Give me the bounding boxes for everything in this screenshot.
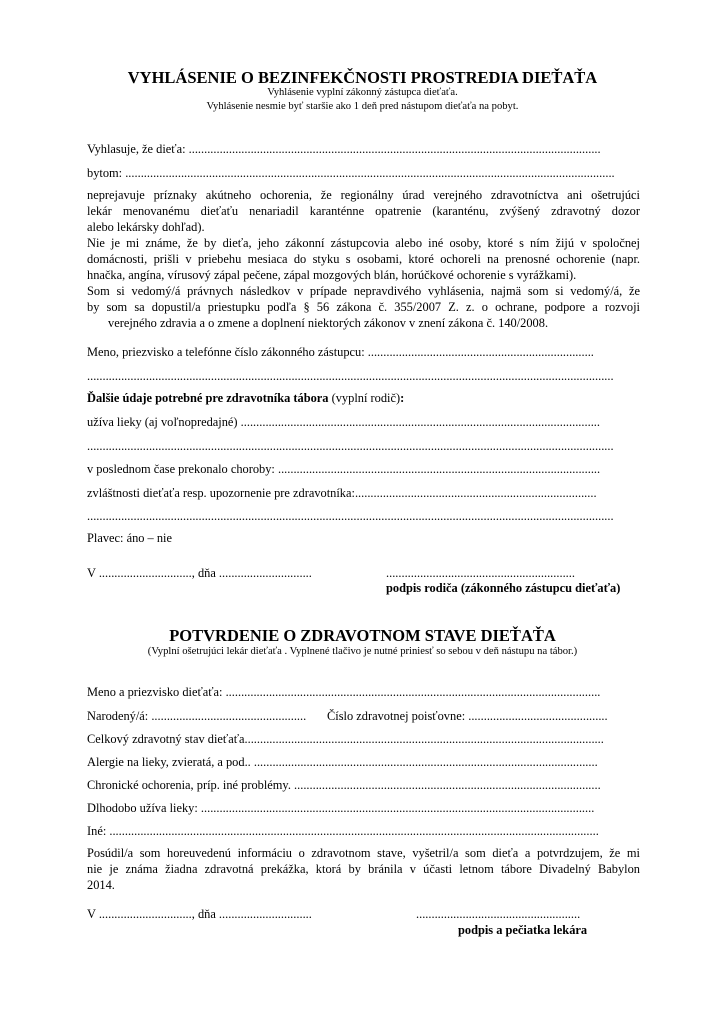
parent-signature-line[interactable]: ............................................................. <box>386 566 575 580</box>
extra-info-heading <box>87 391 640 405</box>
extra-info-heading-colon: : <box>400 391 405 405</box>
recent-illness-field[interactable]: v poslednom čase prekonalo choroby: ........................................................................................................ <box>87 462 601 476</box>
child-fullname-field[interactable]: Meno a priezvisko dieťaťa: ......................................................................................................................... <box>87 685 601 699</box>
extra-info-heading-note: (vyplní rodič) <box>328 391 401 405</box>
declaration-paragraph-line: by som sa dopustil/a priestupku podľa § 56 zákona č. 355/2007 Z. z. o ochrane, podpore a rozvoji <box>87 300 640 314</box>
declaration-subtitle-2: Vyhlásenie nesmie byť staršie ako 1 deň pred nástupom dieťaťa na pobyt. <box>206 101 519 112</box>
medication-continuation[interactable]: .......................................................................................................................................................................... <box>87 439 614 453</box>
declaration-subtitle-1: Vyhlásenie vyplní zákonný zástupca dieťaťa. <box>267 87 458 98</box>
swimmer-choice[interactable]: Plavec: áno – nie <box>87 531 172 545</box>
birth-date-input[interactable]: Narodený/á: .................................................. <box>87 709 307 723</box>
doctor-confirmation-line: nie je známa žiadna zdravotná prekážka, ktorá by bránila v účasti letnom tábore Divadelný Babylon <box>87 862 640 876</box>
declaration-paragraph-line: Som si vedomý/á právnych následkov v prípade nepravdivého vyhlásenia, najmä som si vedomý/á, že <box>87 284 640 298</box>
insurance-number-field[interactable]: Číslo zdravotnej poisťovne: ............................................. <box>327 709 608 723</box>
health-certificate-title: POTVRDENIE O ZDRAVOTNOM STAVE DIEŤAŤA <box>169 626 556 645</box>
declaration-paragraph-line: alebo lekársky dohľad). <box>87 220 205 234</box>
doctor-confirmation-line: 2014. <box>87 878 115 892</box>
declaration-paragraph-line: Nie je mi známe, že by dieťa, jeho zákonní zástupcovia alebo iné osoby, ktoré s ním žijú v spoločnej <box>87 236 640 250</box>
declaration-paragraph-line: hnačka, angína, vírusový zápal pečene, zápal mozgových blán, horúčkové ochorenie s vyrážkami). <box>87 268 577 282</box>
extra-info-heading-bold: Ďalšie údaje potrebné pre zdravotníka tábora <box>87 391 329 405</box>
declaration-paragraph-line: verejného zdravia a o zmene a doplnení niektorých zákonov v znení zákona č. 140/2008. <box>108 316 549 330</box>
long-term-medication-field[interactable]: Dlhodobo užíva lieky: ............................................................................................................................... <box>87 801 595 815</box>
birth-date-field <box>87 709 640 723</box>
chronic-illness-field[interactable]: Chronické ochorenia, príp. iné problémy. ................................................................................................... <box>87 778 601 792</box>
child-name-field[interactable]: Vyhlasuje, že dieťa: ..................................................................................................................................... <box>87 142 601 156</box>
special-notes-continuation[interactable]: .......................................................................................................................................................................... <box>87 509 614 523</box>
doctor-signature-label: podpis a pečiatka lekára <box>458 923 588 937</box>
declaration-paragraph-line: domácnosti, prišli v priebehu mesiaca do styku s osobami, ktoré ochoreli na prenosné ochorenie (napr. <box>87 252 640 266</box>
parent-place-date-field[interactable]: V .............................., dňa .............................. <box>87 566 312 580</box>
overall-health-field[interactable]: Celkový zdravotný stav dieťaťa.................................................................................................................... <box>87 732 604 746</box>
medication-field[interactable]: užíva lieky (aj voľnopredajné) .................................................................................................................... <box>87 415 600 429</box>
guardian-contact-field[interactable]: Meno, priezvisko a telefónne číslo zákonného zástupcu: ......................................................................... <box>87 345 594 359</box>
declaration-title: VYHLÁSENIE O BEZINFEKČNOSTI PROSTREDIA DIEŤAŤA <box>127 68 598 87</box>
doctor-place-date-field[interactable]: V .............................., dňa .............................. <box>87 907 312 921</box>
declaration-paragraph-line: lekár menovanému dieťaťu nenariadil karanténne opatrenie (karanténu, zvýšený zdravotný dozor <box>87 204 640 218</box>
parent-signature-label: podpis rodiča (zákonného zástupcu dieťaťa) <box>386 581 621 595</box>
doctor-signature-line[interactable]: ..................................................... <box>416 907 581 921</box>
doctor-confirmation-line: Posúdil/a som horeuvedenú informáciu o zdravotnom stave, vyšetril/a som dieťa a potvrdzujem, že mi <box>87 846 640 860</box>
address-field[interactable]: bytom: .............................................................................................................................................................. <box>87 166 615 180</box>
health-certificate-subtitle: (Vyplní ošetrujúci lekár dieťaťa . Vyplnené tlačivo je nutné priniesť so sebou v deň nástupu na tábor.) <box>147 646 578 657</box>
other-notes-field[interactable]: Iné: .............................................................................................................................................................. <box>87 824 599 838</box>
allergies-field[interactable]: Alergie na lieky, zvieratá, a pod.. ............................................................................................................... <box>87 755 598 769</box>
declaration-paragraph-line: neprejavuje príznaky akútneho ochorenia, že regionálny úrad verejného zdravotníctva ani ošetrujúci <box>87 188 640 202</box>
guardian-contact-continuation[interactable]: .......................................................................................................................................................................... <box>87 369 614 383</box>
special-notes-field[interactable]: zvláštnosti dieťaťa resp. upozornenie pre zdravotníka:.............................................................................. <box>87 486 597 500</box>
